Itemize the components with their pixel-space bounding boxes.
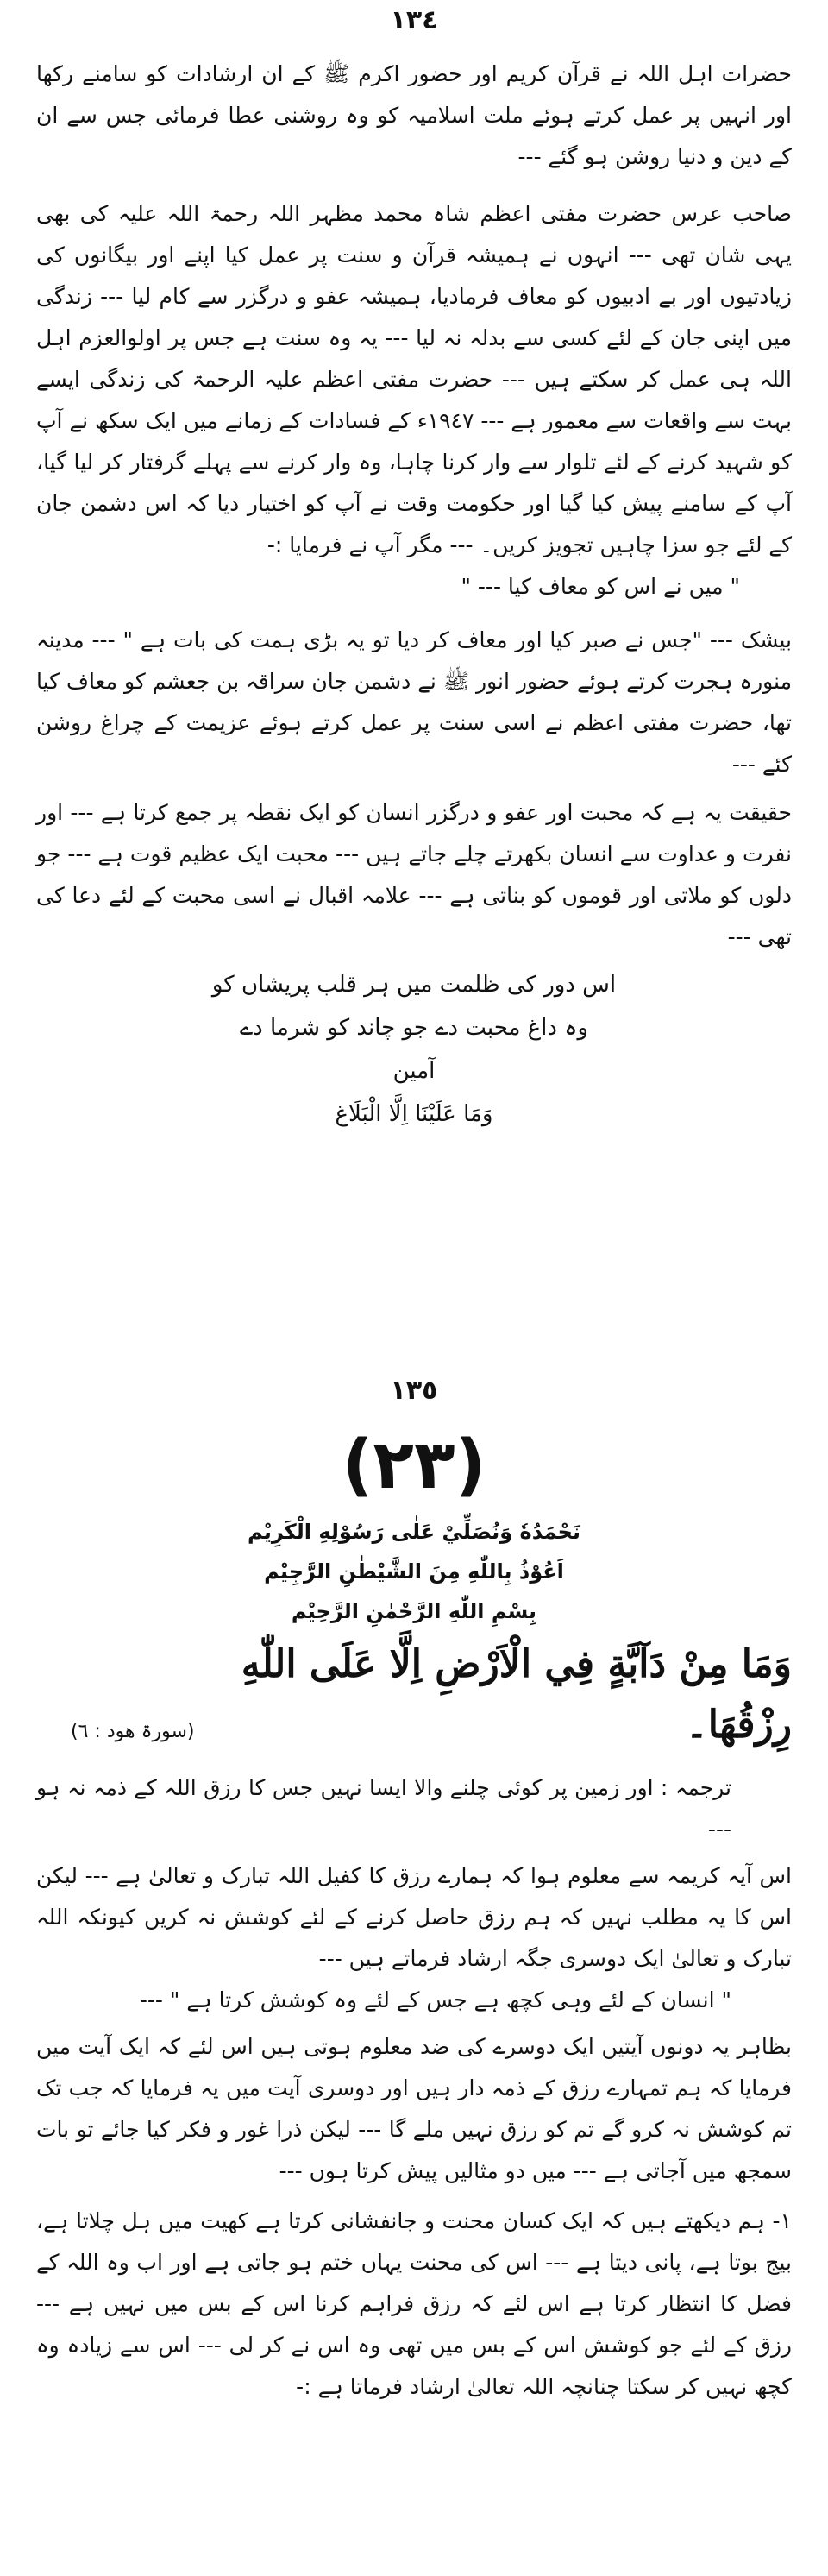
poem-line: وہ داغ محبت دے جو چاند کو شرما دے — [239, 1015, 589, 1041]
paragraph: حضرات اہل اللہ نے قرآن کریم اور حضور اکرم ﷺ کے ان ارشادات کو سامنے رکھا اور انہیں پر عمل کرتے ہوئے ملت اسلامیہ کو وہ روشنی عطا فرمائی جس سے ان کے دین و دنیا روشن ہو گئے --- — [36, 61, 792, 169]
page-number: ١٣٤ — [390, 5, 438, 35]
quote: " میں نے اس کو معاف کیا --- " — [461, 574, 740, 599]
quote: " انسان کے لئے وہی کچھ ہے جس کے لئے وہ کوشش کرتا ہے " --- — [139, 1987, 731, 2012]
invocation-line: اَعُوْذُ بِاللّٰهِ مِنَ الشَّيْطٰنِ الرَّجِيْم — [264, 1559, 564, 1584]
page-134 — [36, 3, 792, 1136]
chapter-number: (٢٣) — [342, 1427, 486, 1504]
invocation-line: نَحْمَدُهٗ وَنُصَلِّيْ عَلٰى رَسُوْلِهِ الْكَرِيْم — [248, 1520, 580, 1544]
paragraph: بیشک --- "جس نے صبر کیا اور معاف کر دیا تو یہ بڑی ہمت کی بات ہے " --- مدینہ منورہ ہجرت کرتے ہوئے حضور انور ﷺ نے دشمن جان سراقہ بن جعشم کو معاف کیا تھا، حضرت مفتی اعظم نے اسی سنت پر عمل کرتے ہوئے عزیمت کے چراغ روشن کئے --- — [36, 627, 792, 777]
ameen: آمین — [392, 1058, 436, 1084]
poem-line: اس دور کی ظلمت میں ہر قلب پریشاں کو — [211, 972, 617, 998]
page-number: ١٣٥ — [390, 1376, 438, 1406]
body-text — [36, 1767, 792, 2408]
verse-line: وَمَا مِنْ دَآبَّةٍ فِي الْاَرْضِ اِلَّا عَلَى اللّٰهِ — [241, 1642, 792, 1686]
quran-verse — [36, 1634, 792, 1762]
invocation-line: بِسْمِ اللّٰهِ الرَّحْمٰنِ الرَّحِيْم — [291, 1599, 537, 1623]
invocation — [36, 1512, 792, 1631]
paragraph: صاحب عرس حضرت مفتی اعظم شاہ محمد مظہر اللہ رحمۃ اللہ علیہ کی بھی یہی شان تھی --- انہوں نے ہمیشہ قرآن و سنت پر عمل کیا اپنے اور بیگانوں کی زیادتیوں اور بے ادبیوں کو معاف فرمادیا، ہمیشہ عفو و درگزر سے کام لیا --- زندگی میں اپنی جان کے لئے کسی سے بدلہ نہ لیا --- یہ وہ سنت ہے جس پر اولوالعزم اہل اللہ ہی عمل کر سکتے ہیں --- حضرت مفتی اعظم علیہ الرحمۃ کی زندگی ایسے بہت سے واقعات سے معمور ہے --- ١٩٤٧ء کے فسادات کے زمانے میں ایک سکھ نے آپ کو شہید کرنے کے لئے تلوار سے وار کرنا چاہا، وہ وار کرنے سے پہلے گرفتار کر لیا گیا، آپ کے سامنے پیش کیا گیا اور حکومت وقت نے آپ کو اختیار دیا کہ اس دشمن جان کے لئے جو سزا چاہیں تجویز کریں۔ --- مگر آپ نے فرمایا :- — [36, 201, 792, 557]
paragraph: ١- ہم دیکھتے ہیں کہ ایک کسان محنت و جانفشانی کرتا ہے کھیت میں ہل چلاتا ہے، بیج بوتا ہے، پانی دیتا ہے --- اس کی محنت یہاں ختم ہو جاتی ہے اور اب وہ اللہ کے فضل کا انتظار کرتا ہے اس لئے کہ رزق فراہم کرنا اس کے بس میں نہیں ہے --- رزق کے لئے جو کوشش اس کے بس میں تھی وہ اس نے کر لی --- اس سے زیادہ وہ کچھ نہیں کر سکتا چنانچہ اللہ تعالیٰ ارشاد فرماتا ہے :- — [36, 2208, 792, 2399]
verse-text: رِزْقُهَا۔ — [686, 1703, 792, 1747]
surah-reference: (سورۃ ھود : ٦) — [71, 1721, 195, 1742]
paragraph: حقیقت یہ ہے کہ محبت اور عفو و درگزر انسان کو ایک نقطہ پر جمع کرتا ہے --- اور نفرت و عداوت سے انسان بکھرتے چلے جاتے ہیں --- محبت ایک عظیم قوت ہے --- جو دلوں کو ملاتی اور قوموں کو بناتی ہے --- علامہ اقبال نے اسی محبت کے لئے دعا کی تھی --- — [36, 800, 792, 949]
paragraph: بظاہر یہ دونوں آیتیں ایک دوسرے کی ضد معلوم ہوتی ہیں اس لئے کہ ایک آیت میں فرمایا کہ ہم تمہارے رزق کے ذمہ دار ہیں اور دوسری آیت میں یہ فرمایا کہ جب تک تم کوشش نہ کرو گے تم کو رزق نہیں ملے گا --- لیکن ذرا غور و فکر کیا جائے تو بات سمجھ میں آجاتی ہے --- میں دو مثالیں پیش کرتا ہوں --- — [36, 2034, 792, 2183]
body-text — [36, 54, 792, 958]
verse-line-2 — [36, 1695, 792, 1762]
closing-line: وَمَا عَلَيْنَا اِلَّا الْبَلَاغ — [335, 1101, 493, 1127]
page-135 — [36, 1374, 792, 2408]
paragraph: اس آیہ کریمہ سے معلوم ہوا کہ ہمارے رزق کا کفیل اللہ تبارک و تعالیٰ ہے --- لیکن اس کا یہ مطلب نہیں کہ ہم رزق حاصل کرنے کے لئے کوشش نہ کریں کیونکہ اللہ تبارک و تعالیٰ ایک دوسری جگہ ارشاد فرماتے ہیں --- — [36, 1863, 792, 1971]
translation: ترجمہ : اور زمین پر کوئی چلنے والا ایسا نہیں جس کا رزق اللہ کے ذمہ نہ ہو --- — [36, 1775, 731, 1842]
poem — [36, 963, 792, 1136]
